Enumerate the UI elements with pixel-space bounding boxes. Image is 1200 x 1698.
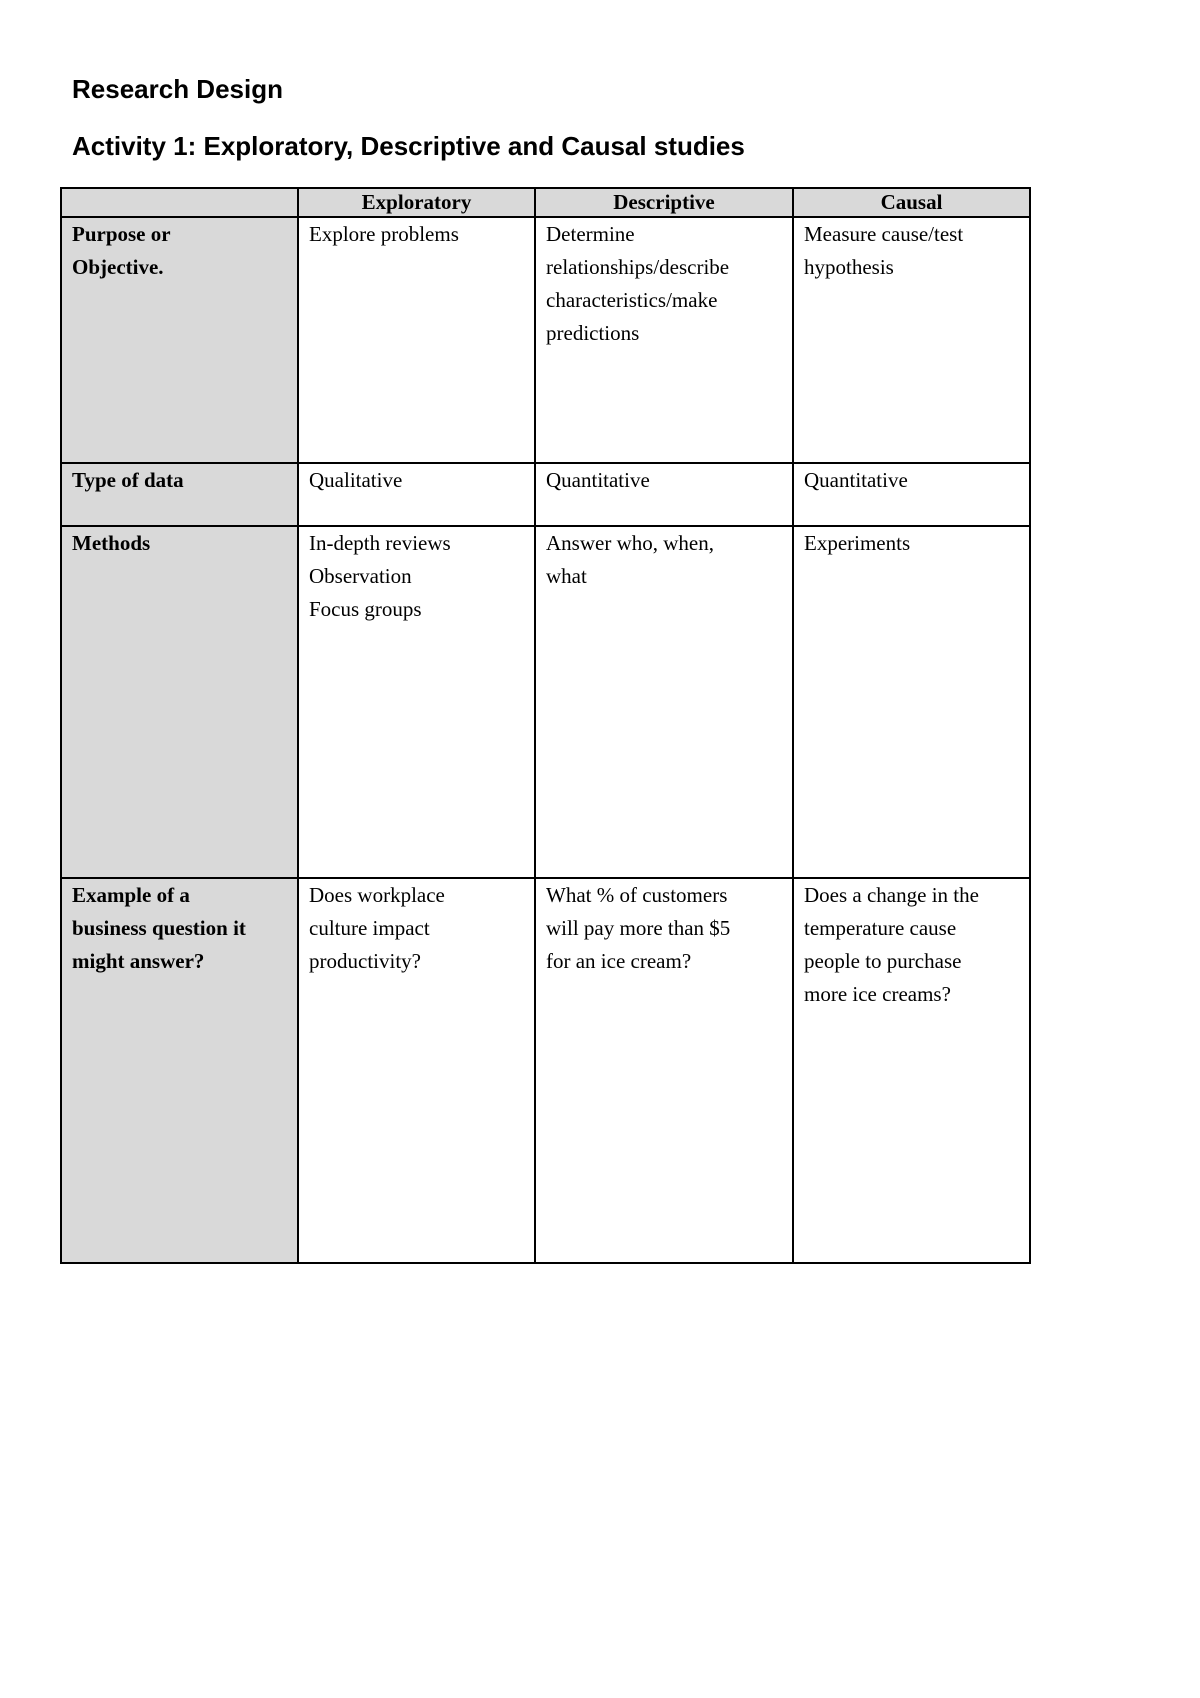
- cell-line: Quantitative: [804, 468, 908, 492]
- cell-line: hypothesis: [804, 255, 894, 279]
- row-header-example: [61, 878, 298, 1263]
- cell-line: Focus groups: [309, 597, 422, 621]
- cell-type-exploratory: [298, 463, 535, 526]
- activity-heading: Activity 1: Exploratory, Descriptive and Causal studies: [72, 131, 745, 161]
- cell-line: Measure cause/test: [804, 222, 964, 246]
- table-row-type-of-data: [61, 463, 1030, 526]
- cell-line: What % of customers: [546, 883, 728, 907]
- row-header-type-of-data: [61, 463, 298, 526]
- cell-purpose-descriptive: [535, 217, 793, 463]
- cell-purpose-exploratory: [298, 217, 535, 463]
- row-header-line: Type of data: [72, 468, 184, 492]
- cell-line: Determine: [546, 222, 635, 246]
- corner-header-cell: [61, 188, 298, 217]
- cell-example-descriptive: [535, 878, 793, 1263]
- cell-line: characteristics/make: [546, 288, 718, 312]
- cell-line: Quantitative: [546, 468, 650, 492]
- table-row-purpose: [61, 217, 1030, 463]
- cell-purpose-causal: [793, 217, 1030, 463]
- row-header-methods: [61, 526, 298, 878]
- table-row-example: [61, 878, 1030, 1263]
- column-header-exploratory: Exploratory: [298, 188, 535, 217]
- cell-line: Experiments: [804, 531, 911, 555]
- cell-line: predictions: [546, 321, 640, 345]
- cell-line: Does a change in the: [804, 883, 979, 907]
- row-header-line: might answer?: [72, 949, 205, 973]
- row-header-purpose: [61, 217, 298, 463]
- cell-type-causal: [793, 463, 1030, 526]
- row-header-line: Objective.: [72, 255, 164, 279]
- cell-line: what: [546, 564, 587, 588]
- cell-line: relationships/describe: [546, 255, 730, 279]
- cell-line: Does workplace: [309, 883, 445, 907]
- cell-methods-descriptive: [535, 526, 793, 878]
- table-row-methods: [61, 526, 1030, 878]
- row-header-line: Methods: [72, 531, 151, 555]
- cell-line: temperature cause: [804, 916, 957, 940]
- cell-methods-causal: [793, 526, 1030, 878]
- cell-line: In-depth reviews: [309, 531, 451, 555]
- cell-line: Answer who, when,: [546, 531, 714, 555]
- column-header-causal: Causal: [793, 188, 1030, 217]
- cell-example-exploratory: [298, 878, 535, 1263]
- cell-line: people to purchase: [804, 949, 962, 973]
- row-header-line: Purpose or: [72, 222, 171, 246]
- cell-line: productivity?: [309, 949, 421, 973]
- cell-methods-exploratory: [298, 526, 535, 878]
- cell-line: Explore problems: [309, 222, 459, 246]
- cell-line: Qualitative: [309, 468, 403, 492]
- cell-example-causal: [793, 878, 1030, 1263]
- row-header-line: business question it: [72, 916, 246, 940]
- research-design-table: [60, 187, 1031, 1264]
- cell-line: will pay more than $5: [546, 916, 731, 940]
- document-title: Research Design: [72, 74, 283, 104]
- table-header-row: [61, 188, 1030, 217]
- cell-line: for an ice cream?: [546, 949, 692, 973]
- column-header-descriptive: Descriptive: [535, 188, 793, 217]
- row-header-line: Example of a: [72, 883, 190, 907]
- cell-line: more ice creams?: [804, 982, 951, 1006]
- cell-type-descriptive: [535, 463, 793, 526]
- cell-line: Observation: [309, 564, 412, 588]
- cell-line: culture impact: [309, 916, 430, 940]
